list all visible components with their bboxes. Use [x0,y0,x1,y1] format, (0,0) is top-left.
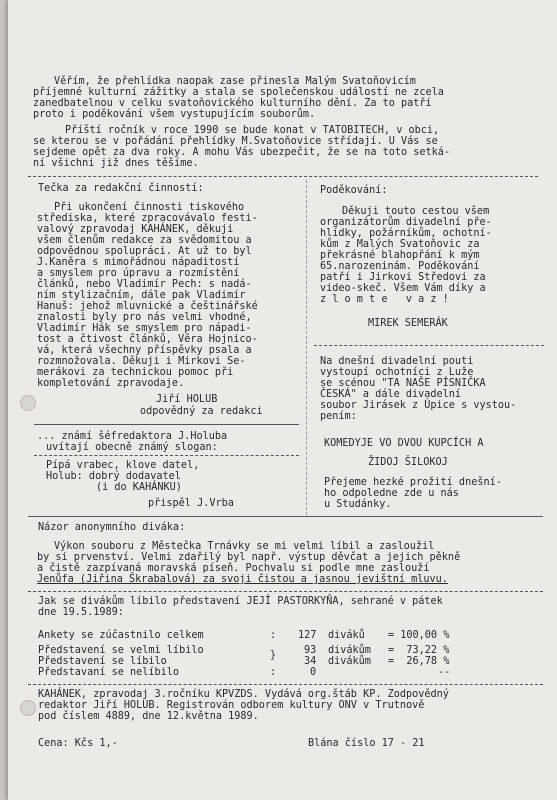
survey-row-sep: : [270,667,277,678]
right-divider [314,345,544,346]
left-body-line: střediska, které zpracovávalo festi- [37,213,258,224]
intro-line: proto i poděkování všem vystupujícím souborům. [33,109,316,120]
right-body-line: video-skeč. Všem Vám díky a [320,283,486,294]
left-body-line: vá, která všechny příspěvky psala a [37,345,252,356]
right-body-line: Děkuji touto cestou všem [342,206,490,217]
survey-row-unit: diváků [328,630,365,641]
section-divider [28,176,538,177]
intro-line: zanedbatelnou v celku svatoňovického kulturního dění. Za to patří [33,98,432,109]
intro-line: příjemné kulturní zážitky a stala se společenskou událostí ne zcela [33,87,444,98]
survey-row-label: Ankety se zúčastnilo celkem [38,630,204,641]
intro-line: Věřím, že přehlídka naopak zase přinesla Malým Svatoňovicím [54,76,416,87]
section-divider [28,591,543,592]
wish-line: Přejeme hezké prožití dnešní- [324,477,502,488]
wish-line: u Studánky. [324,499,392,510]
left-body-line: znalosti byly pro nás velmi vhodné, [37,312,252,323]
slogan-line: (i do KAHÁNKU) [96,482,182,493]
section-divider [28,516,543,517]
survey-row-unit: divákům [328,656,371,667]
intro-line: se kterou se v pořádání přehlídky M.Svatoňovice střídají. U Vás se [33,136,438,147]
slogan-intro-line: uvítají obecně známý slogan: [46,442,218,453]
viewer-body-line: a čistě zazpívaná moravská píseň. Pochvalu si podle mne zaslouží [37,563,430,574]
colophon-line: redaktor Jiří HOLUB. Registrován odborem kultury ONV v Trutnově [38,700,425,711]
right-body-line: organizátorům divadelní pře- [320,217,492,228]
intro-line: ní všichni již dnes těšíme. [33,158,199,169]
intro-line: sejdeme opět za dva roky. A mohu Vás ubezpečit, že se na toto setká- [33,147,451,158]
wish-line: ho odpoledne zde u nás [324,488,459,499]
viewer-body-line: Výkon souboru z Městečka Trnávky se mi velmi líbil a zasloužil [54,541,435,552]
right-body-line: 65.narozeninám. Poděkování [320,261,480,272]
slogan-intro-line: ... známí šéfredaktora J.Holuba [37,431,228,442]
viewer-heading: Názor anonymního diváka: [38,522,186,533]
survey-row-pct: = 26,78 % [388,656,450,667]
intro-line: Příští ročník v roce 1990 se bude konat v TATOBITECH, v obci, [65,125,440,136]
punch-hole [20,395,36,411]
announce-line: soubor Jirásek z Úpice s vystou- [320,400,517,411]
left-body-line: Při ukončení činnosti tiskového [54,202,245,213]
left-signature: Jiří HOLUB [156,394,218,405]
survey-row-sep: : [270,630,277,641]
survey-row-pct: = 73,22 % [388,645,450,656]
survey-row-label: Představení se velmi líbilo [38,645,204,656]
survey-row-count: 0 [310,667,317,678]
survey-row-unit: divákům [328,645,371,656]
column-divider [306,180,307,515]
punch-hole [20,700,36,716]
right-signature: MIREK SEMERÁK [368,318,448,329]
survey-intro-line: Jak se divákům líbilo představení JEJÍ PASTORKYŇA, sehrané v pátek [38,596,443,607]
survey-row-pct: -- [438,667,451,678]
section-divider [28,684,543,685]
document-page [8,0,557,800]
left-body-line: ním stylizačním, dále pak Vladimír [37,290,246,301]
survey-row-count: 93 [304,645,317,656]
slogan-line: Pípá vrabec, klove datel, [46,460,200,471]
announce-line: se scénou "TA NAŠE PÍSNIČKA [320,378,486,389]
survey-row-pct: = 100,00 % [388,630,450,641]
left-body-line: Vladimír Hák se smyslem pro nápadi- [37,323,252,334]
colophon-line: KAHÁNEK, zpravodaj 3.ročníku KPVZDS. Vydává org.štáb KP. Zodpovědný [38,689,449,700]
left-heading: Tečka za redakční činností: [38,183,204,194]
left-body-line: Hanuš: jehož mluvnické a češtinářské [37,301,258,312]
right-body-line: z l o m t e v a z ! [320,294,449,305]
issue-number: Blána číslo 17 - 21 [308,738,425,749]
survey-row-sep: } [270,650,277,661]
left-body-line: odpovědnou spolupráci. At už to byl [37,246,252,257]
right-body-line: patří i Jirkovi Středovi za [320,272,486,283]
right-body-line: překrásné blahopřání k mým [320,250,480,261]
survey-row-label: Představaní se nelíbilo [38,667,180,678]
survey-intro-line: dne 19.5.1989: [38,607,124,618]
right-body-line: hlídky, požárníkům, ochotní- [320,228,492,239]
left-divider [34,455,299,456]
left-body-line: všem členům redakce za svědomitou a [37,235,252,246]
play-title: ŽIDOJ ŠILOKOJ [368,457,448,468]
play-title: KOMEDYJE VO DVOU KUPCÍCH A [324,438,484,449]
left-signature-role: odpovědný za redakci [140,406,263,417]
right-heading: Poděkování: [320,185,388,196]
announce-line: vystoupí ochotníci z Luže [320,367,474,378]
slogan-line: Holub: dobrý dodavatel [46,471,181,482]
left-body-line: článků, nebo Vladimír Pech: s nadá- [37,279,252,290]
survey-row-count: 127 [298,630,317,641]
left-body-line: kompletování zpravodaje. [37,378,185,389]
announce-line: pením: [320,411,357,422]
announce-line: ČESKÁ" a dále divadelní [320,389,462,400]
viewer-body-line: Jenůfa (Jiřina Škrabalová) za svoji čistou a jasnou jevištní mluvu. [37,574,448,585]
survey-row-count: 34 [304,656,317,667]
colophon-line: pod číslem 4889, dne 12.května 1989. [38,711,259,722]
slogan-contributor: přispěl J.Vrba [148,498,234,509]
announce-line: Na dnešní divadelní pouti [320,356,474,367]
left-body-line: J.Kaněra s mimořádnou nápaditostí [37,257,240,268]
left-body-line: merákovi za technickou pomoc při [37,367,234,378]
left-body-line: tost a čtivost článků, Věra Hojnico- [37,334,258,345]
left-body-line: valový zpravodaj KAHÁNEK, děkuji [37,224,234,235]
right-body-line: kům z Malých Svatoňovic za [320,239,480,250]
left-divider [34,424,299,425]
left-body-line: rozmnožovala. Děkuji i Mirkovi Se- [37,356,246,367]
left-body-line: a smyslem pro úpravu a rozmístění [37,268,240,279]
survey-row-label: Představení se líbilo [38,656,167,667]
viewer-body-line: by si prvenství. Velmi zdařilý byl např. výstup děvčat a jejich pěkně [37,552,461,563]
price: Cena: Kčs 1,- [38,738,118,749]
